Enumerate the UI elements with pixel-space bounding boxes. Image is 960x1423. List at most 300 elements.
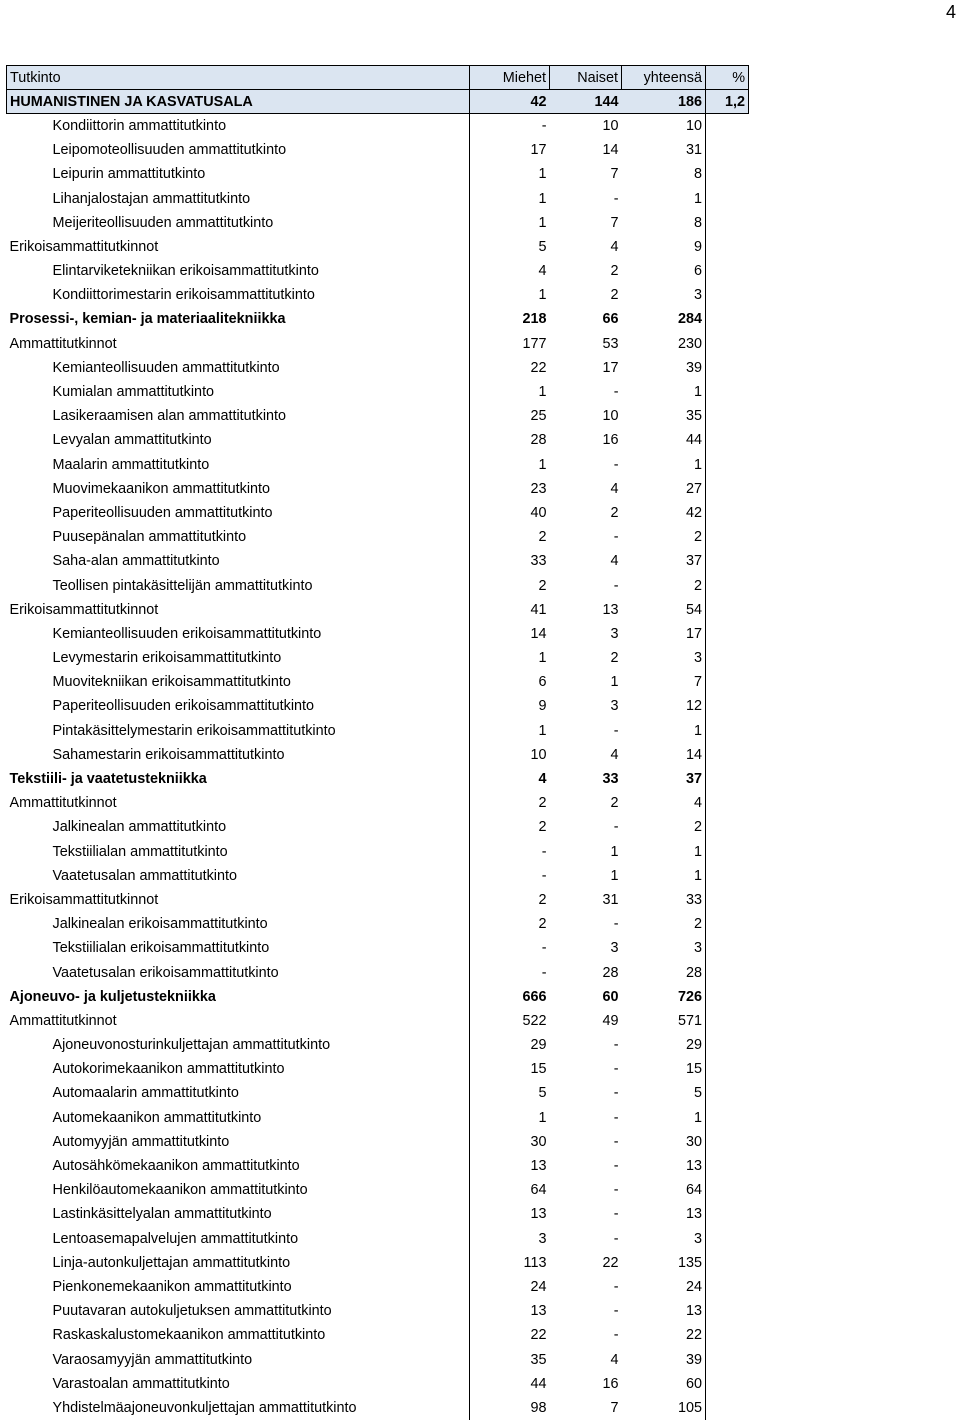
row-name: Sahamestarin erikoisammattitutkinto: [7, 743, 470, 767]
header-naiset: Naiset: [550, 66, 622, 90]
row-miehet: 4: [538, 771, 547, 788]
row-naiset: -: [613, 1327, 619, 1344]
table-row: [7, 1251, 749, 1275]
row-name: Kumialan ammattitutkinto: [7, 380, 470, 404]
row-naiset: 7: [610, 1399, 619, 1416]
row-miehet: 35: [530, 1351, 547, 1368]
table-row: [7, 380, 749, 404]
row-percent: [706, 840, 749, 864]
row-naiset: 1: [610, 843, 619, 860]
row-naiset: 144: [550, 90, 622, 114]
row-name: Ammattitutkinnot: [7, 332, 470, 356]
table-row: [7, 114, 749, 138]
row-miehet: 14: [530, 625, 547, 642]
row-name: Lihanjalostajan ammattitutkinto: [7, 186, 470, 210]
table-row: [7, 743, 749, 767]
row-naiset: 60: [602, 988, 619, 1005]
row-miehet: 28: [530, 432, 547, 449]
row-percent: [706, 1396, 749, 1420]
row-name: Lastinkäsittelyalan ammattitutkinto: [7, 1202, 470, 1226]
table-row: [7, 549, 749, 573]
row-yhteensa: 39: [622, 1347, 706, 1371]
row-naiset: 49: [602, 1012, 619, 1029]
row-percent: [706, 549, 749, 573]
row-percent: [706, 332, 749, 356]
table-row: [7, 1323, 749, 1347]
row-yhteensa: 1: [622, 1106, 706, 1130]
row-miehet: 42: [470, 90, 550, 114]
row-miehet: 1: [538, 214, 547, 231]
header-row: [7, 66, 749, 90]
row-naiset: 31: [602, 891, 619, 908]
table-row: [7, 573, 749, 597]
row-name: Ajoneuvo- ja kuljetustekniikka: [7, 985, 470, 1009]
row-yhteensa: 2: [622, 815, 706, 839]
table-row: [7, 428, 749, 452]
table-row: [7, 453, 749, 477]
row-yhteensa: 42: [622, 501, 706, 525]
row-miehet: 25: [530, 408, 547, 425]
row-miehet: 40: [530, 504, 547, 521]
row-miehet: 17: [530, 142, 547, 159]
table-row: [7, 815, 749, 839]
page-number: 4: [945, 2, 956, 22]
row-miehet: 218: [522, 311, 547, 328]
row-percent: [706, 1154, 749, 1178]
table-row: [7, 1009, 749, 1033]
row-yhteensa: 17: [622, 622, 706, 646]
row-percent: [706, 694, 749, 718]
row-yhteensa: 12: [622, 694, 706, 718]
row-miehet: 177: [522, 335, 547, 352]
row-miehet: 113: [523, 1254, 547, 1271]
row-name: Tekstiilialan ammattitutkinto: [7, 840, 470, 864]
table-row: [7, 332, 749, 356]
row-yhteensa: 3: [622, 936, 706, 960]
row-name: Kondiittorimestarin erikoisammattitutkinto: [7, 283, 470, 307]
row-percent: [706, 114, 749, 138]
row-yhteensa: 1: [622, 719, 706, 743]
row-miehet: 4: [538, 263, 547, 280]
row-naiset: 4: [610, 553, 619, 570]
row-naiset: 2: [610, 287, 619, 304]
row-naiset: -: [613, 1061, 619, 1078]
header-yhteensa: yhteensä: [622, 66, 706, 90]
row-percent: [706, 259, 749, 283]
row-percent: [706, 1130, 749, 1154]
row-percent: [706, 525, 749, 549]
row-naiset: -: [613, 1158, 619, 1175]
table-row: [7, 1275, 749, 1299]
row-name: Paperiteollisuuden erikoisammattitutkinto: [7, 694, 470, 718]
row-percent: [706, 380, 749, 404]
row-naiset: 66: [602, 311, 619, 328]
row-name: Automekaanikon ammattitutkinto: [7, 1106, 470, 1130]
row-miehet: -: [541, 118, 547, 135]
table-row: [7, 912, 749, 936]
row-miehet: -: [541, 940, 547, 957]
row-percent: [706, 162, 749, 186]
table-row: [7, 501, 749, 525]
row-naiset: -: [613, 1085, 619, 1102]
row-miehet: 1: [538, 722, 547, 739]
header-tutkinto: Tutkinto: [7, 66, 470, 90]
row-miehet: 1: [538, 287, 547, 304]
table-row: [7, 694, 749, 718]
row-name: Leipurin ammattitutkinto: [7, 162, 470, 186]
row-percent: [706, 138, 749, 162]
table-row: [7, 1081, 749, 1105]
table-row: [7, 670, 749, 694]
row-yhteensa: 24: [622, 1275, 706, 1299]
row-percent: [706, 888, 749, 912]
row-percent: [706, 864, 749, 888]
table-row: [7, 1057, 749, 1081]
row-naiset: 4: [610, 1351, 619, 1368]
row-miehet: 666: [522, 988, 547, 1005]
table-row: [7, 477, 749, 501]
table-row: [7, 235, 749, 259]
table-row: [7, 1396, 749, 1420]
row-naiset: -: [613, 722, 619, 739]
row-name: Yhdistelmäajoneuvonkuljettajan ammattitutkinto: [7, 1396, 470, 1420]
row-miehet: 2: [538, 577, 547, 594]
table-row: [7, 186, 749, 210]
table-row: [7, 259, 749, 283]
header-percent: %: [706, 66, 749, 90]
row-percent: [706, 719, 749, 743]
row-yhteensa: 135: [622, 1251, 706, 1275]
row-percent: [706, 211, 749, 235]
row-yhteensa: 1: [622, 840, 706, 864]
row-naiset: 14: [602, 142, 619, 159]
row-name: Paperiteollisuuden ammattitutkinto: [7, 501, 470, 525]
row-name: Kemianteollisuuden erikoisammattitutkinto: [7, 622, 470, 646]
row-naiset: -: [613, 190, 619, 207]
row-name: Raskaskalustomekaanikon ammattitutkinto: [7, 1323, 470, 1347]
row-naiset: 28: [602, 964, 619, 981]
row-yhteensa: 54: [622, 598, 706, 622]
row-percent: [706, 1347, 749, 1371]
row-name: HUMANISTINEN JA KASVATUSALA: [7, 90, 470, 114]
row-name: Kemianteollisuuden ammattitutkinto: [7, 356, 470, 380]
row-miehet: 15: [530, 1061, 547, 1078]
table-row: [7, 1299, 749, 1323]
row-naiset: -: [613, 1109, 619, 1126]
row-yhteensa: 31: [622, 138, 706, 162]
row-name: Automaalarin ammattitutkinto: [7, 1081, 470, 1105]
row-name: Autosähkömekaanikon ammattitutkinto: [7, 1154, 470, 1178]
row-miehet: 33: [530, 553, 547, 570]
table-row: [7, 1130, 749, 1154]
row-percent: [706, 1106, 749, 1130]
table-row: [7, 767, 749, 791]
row-yhteensa: 13: [622, 1299, 706, 1323]
row-yhteensa: 13: [622, 1202, 706, 1226]
row-miehet: 13: [530, 1303, 547, 1320]
row-naiset: 7: [610, 214, 619, 231]
row-yhteensa: 2: [622, 525, 706, 549]
table-row: [7, 840, 749, 864]
row-percent: [706, 1081, 749, 1105]
row-miehet: 44: [530, 1375, 547, 1392]
row-miehet: 22: [530, 1327, 547, 1344]
row-percent: [706, 356, 749, 380]
row-percent: [706, 646, 749, 670]
row-yhteensa: 3: [622, 1227, 706, 1251]
row-naiset: 33: [602, 771, 619, 788]
row-yhteensa: 1: [622, 453, 706, 477]
table-row: [7, 1154, 749, 1178]
table-row: [7, 864, 749, 888]
row-naiset: 17: [602, 359, 619, 376]
table-row: [7, 404, 749, 428]
row-miehet: 13: [530, 1206, 547, 1223]
table-row: [7, 936, 749, 960]
row-percent: [706, 307, 749, 331]
row-miehet: 23: [530, 480, 547, 497]
row-naiset: 4: [610, 746, 619, 763]
row-percent: [706, 235, 749, 259]
row-naiset: 3: [610, 625, 619, 642]
row-miehet: 2: [538, 795, 547, 812]
row-percent: [706, 1202, 749, 1226]
row-name: Lentoasemapalvelujen ammattitutkinto: [7, 1227, 470, 1251]
row-naiset: 2: [610, 263, 619, 280]
row-name: Ammattitutkinnot: [7, 791, 470, 815]
row-name: Jalkinealan erikoisammattitutkinto: [7, 912, 470, 936]
row-miehet: 1: [538, 190, 547, 207]
table-row: [7, 1178, 749, 1202]
table-row: [7, 1347, 749, 1371]
row-name: Erikoisammattitutkinnot: [7, 235, 470, 259]
row-miehet: 5: [538, 238, 547, 255]
row-name: Erikoisammattitutkinnot: [7, 888, 470, 912]
row-naiset: 13: [602, 601, 619, 618]
row-naiset: -: [613, 577, 619, 594]
row-miehet: 2: [538, 891, 547, 908]
row-percent: [706, 985, 749, 1009]
table-row: [7, 283, 749, 307]
row-yhteensa: 284: [622, 307, 706, 331]
row-name: Pienkonemekaanikon ammattitutkinto: [7, 1275, 470, 1299]
table-body: [7, 90, 749, 1420]
row-yhteensa: 2: [622, 912, 706, 936]
row-yhteensa: 22: [622, 1323, 706, 1347]
row-percent: [706, 573, 749, 597]
row-miehet: 1: [538, 384, 547, 401]
row-naiset: 16: [602, 432, 619, 449]
row-name: Ammattitutkinnot: [7, 1009, 470, 1033]
row-percent: [706, 960, 749, 984]
table-row: [7, 719, 749, 743]
row-miehet: 29: [530, 1037, 547, 1054]
row-name: Henkilöautomekaanikon ammattitutkinto: [7, 1178, 470, 1202]
row-yhteensa: 33: [622, 888, 706, 912]
row-percent: [706, 1057, 749, 1081]
row-yhteensa: 10: [622, 114, 706, 138]
row-percent: [706, 1178, 749, 1202]
row-naiset: -: [613, 1206, 619, 1223]
row-naiset: -: [613, 456, 619, 473]
row-percent: [706, 670, 749, 694]
row-yhteensa: 8: [622, 211, 706, 235]
row-percent: [706, 936, 749, 960]
row-name: Puusepänalan ammattitutkinto: [7, 525, 470, 549]
row-percent: [706, 453, 749, 477]
row-percent: [706, 501, 749, 525]
row-yhteensa: 28: [622, 960, 706, 984]
row-percent: 1,2: [706, 90, 749, 114]
row-name: Teollisen pintakäsittelijän ammattitutkinto: [7, 573, 470, 597]
table-row: [7, 960, 749, 984]
row-name: Tekstiilialan erikoisammattitutkinto: [7, 936, 470, 960]
row-yhteensa: 4: [622, 791, 706, 815]
table-row: [7, 888, 749, 912]
row-yhteensa: 27: [622, 477, 706, 501]
row-percent: [706, 1227, 749, 1251]
table-row: [7, 1202, 749, 1226]
table-row: [7, 1372, 749, 1396]
table-row: [7, 791, 749, 815]
row-miehet: -: [541, 867, 547, 884]
row-name: Varaosamyyjän ammattitutkinto: [7, 1347, 470, 1371]
table-row: [7, 162, 749, 186]
row-miehet: 64: [530, 1182, 547, 1199]
row-percent: [706, 283, 749, 307]
row-yhteensa: 230: [622, 332, 706, 356]
row-miehet: 22: [530, 359, 547, 376]
row-naiset: -: [613, 819, 619, 836]
row-yhteensa: 186: [622, 90, 706, 114]
row-name: Lasikeraamisen alan ammattitutkinto: [7, 404, 470, 428]
row-name: Meijeriteollisuuden ammattitutkinto: [7, 211, 470, 235]
table-row: [7, 598, 749, 622]
table-row: [7, 1106, 749, 1130]
row-name: Elintarviketekniikan erikoisammattitutkinto: [7, 259, 470, 283]
row-yhteensa: 7: [622, 670, 706, 694]
table-header: [7, 66, 749, 90]
row-naiset: 4: [610, 480, 619, 497]
row-naiset: 2: [610, 504, 619, 521]
row-miehet: 41: [530, 601, 547, 618]
row-yhteensa: 8: [622, 162, 706, 186]
row-naiset: 16: [602, 1375, 619, 1392]
row-name: Maalarin ammattitutkinto: [7, 453, 470, 477]
row-yhteensa: 64: [622, 1178, 706, 1202]
row-name: Ajoneuvonosturinkuljettajan ammattitutkinto: [7, 1033, 470, 1057]
table-row: [7, 307, 749, 331]
table-row: [7, 1033, 749, 1057]
row-naiset: 1: [610, 867, 619, 884]
row-percent: [706, 791, 749, 815]
row-name: Automyyjän ammattitutkinto: [7, 1130, 470, 1154]
row-percent: [706, 1275, 749, 1299]
row-miehet: 2: [538, 529, 547, 546]
row-name: Vaatetusalan ammattitutkinto: [7, 864, 470, 888]
row-name: Vaatetusalan erikoisammattitutkinto: [7, 960, 470, 984]
row-yhteensa: 13: [622, 1154, 706, 1178]
table-row: [7, 90, 749, 114]
table-row: [7, 622, 749, 646]
row-miehet: 1: [538, 166, 547, 183]
row-naiset: -: [613, 1182, 619, 1199]
row-miehet: 2: [538, 916, 547, 933]
row-yhteensa: 105: [622, 1396, 706, 1420]
table-row: [7, 356, 749, 380]
row-percent: [706, 1033, 749, 1057]
row-naiset: -: [613, 529, 619, 546]
row-yhteensa: 30: [622, 1130, 706, 1154]
row-naiset: 7: [610, 166, 619, 183]
table-row: [7, 211, 749, 235]
row-yhteensa: 60: [622, 1372, 706, 1396]
row-percent: [706, 1372, 749, 1396]
row-naiset: -: [613, 1303, 619, 1320]
row-naiset: 53: [602, 335, 619, 352]
row-miehet: 2: [538, 819, 547, 836]
row-name: Muovimekaanikon ammattitutkinto: [7, 477, 470, 501]
row-miehet: -: [541, 843, 547, 860]
row-naiset: -: [613, 916, 619, 933]
row-miehet: 24: [530, 1278, 547, 1295]
row-miehet: 6: [538, 674, 547, 691]
row-percent: [706, 815, 749, 839]
table-row: [7, 138, 749, 162]
row-percent: [706, 1251, 749, 1275]
row-percent: [706, 1299, 749, 1323]
row-naiset: -: [613, 1037, 619, 1054]
row-naiset: 3: [610, 698, 619, 715]
row-yhteensa: 35: [622, 404, 706, 428]
row-yhteensa: 39: [622, 356, 706, 380]
row-yhteensa: 37: [622, 767, 706, 791]
row-naiset: 2: [610, 650, 619, 667]
row-miehet: 98: [530, 1399, 547, 1416]
row-yhteensa: 1: [622, 864, 706, 888]
row-naiset: 4: [610, 238, 619, 255]
row-yhteensa: 1: [622, 380, 706, 404]
row-miehet: -: [541, 964, 547, 981]
row-miehet: 10: [530, 746, 547, 763]
row-naiset: 3: [610, 940, 619, 957]
row-percent: [706, 477, 749, 501]
row-percent: [706, 186, 749, 210]
row-miehet: 522: [522, 1012, 547, 1029]
row-naiset: -: [613, 1133, 619, 1150]
row-percent: [706, 912, 749, 936]
row-name: Varastoalan ammattitutkinto: [7, 1372, 470, 1396]
row-yhteensa: 14: [622, 743, 706, 767]
header-miehet: Miehet: [470, 66, 550, 90]
row-name: Kondiittorin ammattitutkinto: [7, 114, 470, 138]
row-percent: [706, 404, 749, 428]
row-naiset: 10: [602, 118, 619, 135]
row-yhteensa: 1: [622, 186, 706, 210]
row-yhteensa: 9: [622, 235, 706, 259]
row-miehet: 13: [530, 1158, 547, 1175]
row-yhteensa: 726: [622, 985, 706, 1009]
row-yhteensa: 29: [622, 1033, 706, 1057]
row-name: Puutavaran autokuljetuksen ammattitutkinto: [7, 1299, 470, 1323]
table-row: [7, 525, 749, 549]
row-miehet: 5: [538, 1085, 547, 1102]
row-yhteensa: 6: [622, 259, 706, 283]
row-miehet: 3: [538, 1230, 547, 1247]
row-naiset: 1: [610, 674, 619, 691]
row-naiset: 2: [610, 795, 619, 812]
row-yhteensa: 44: [622, 428, 706, 452]
